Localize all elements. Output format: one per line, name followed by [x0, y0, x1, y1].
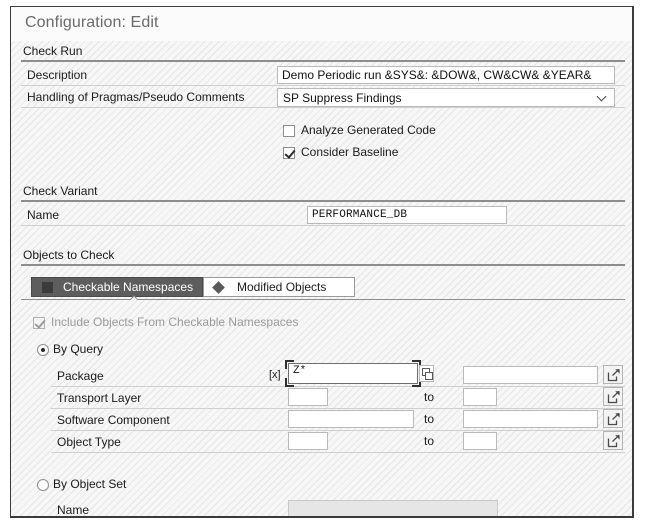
tab-modified-objects[interactable]: [203, 277, 355, 297]
software-component-to-input[interactable]: [463, 410, 598, 428]
section-label-check-variant: Check Variant: [23, 184, 98, 198]
package-multi-selection-button[interactable]: [603, 365, 623, 384]
package-value-help-button[interactable]: [419, 365, 434, 382]
by-query-label: By Query: [53, 342, 104, 356]
pragmas-dropdown[interactable]: [277, 88, 615, 107]
multi-selection-icon: [607, 412, 621, 426]
section-header-check-variant: [21, 183, 625, 202]
tab-checkable-namespaces[interactable]: [31, 277, 203, 297]
transport-layer-to-label: to: [424, 390, 435, 404]
description-input[interactable]: Demo Periodic run &SYS&: &DOW&, CW&CW& &YEAR&: [277, 66, 615, 84]
tab-checkable-namespaces-label: Checkable Namespaces: [63, 280, 194, 294]
tab-separator-line: [21, 299, 625, 300]
chevron-down-icon: [598, 92, 608, 102]
section-label-check-run: Check Run: [23, 44, 83, 58]
row-transport-layer: [51, 387, 625, 409]
include-objects-from-checkable-namespaces-checkbox: [33, 317, 45, 329]
label-object-set-name: Name: [57, 503, 90, 517]
object-set-name-input: [288, 500, 498, 518]
label-software-component: Software Component: [57, 413, 170, 427]
transport-layer-multi-selection-button[interactable]: [603, 387, 623, 406]
transport-layer-from-input[interactable]: [288, 388, 328, 406]
pragmas-dropdown-value: SP Suppress Findings: [283, 91, 402, 105]
object-type-to-label: to: [424, 434, 435, 448]
label-handling-of-pragmas: Handling of Pragmas/Pseudo Comments: [27, 90, 245, 104]
diamond-icon: [214, 283, 223, 292]
row-separator: [51, 452, 625, 453]
window-titlebar: [11, 7, 632, 41]
label-variant-name: Name: [27, 208, 60, 222]
package-from-input[interactable]: Z*: [288, 363, 418, 384]
tab-modified-objects-label: Modified Objects: [237, 280, 327, 294]
by-object-set-label: By Object Set: [53, 477, 127, 491]
analyze-generated-code-label: Analyze Generated Code: [301, 123, 436, 137]
analyze-generated-code-checkbox[interactable]: [283, 125, 295, 137]
value-help-icon: [425, 372, 433, 380]
package-from-field[interactable]: [285, 360, 421, 387]
software-component-multi-selection-button[interactable]: [603, 409, 623, 428]
multi-selection-icon: [607, 390, 621, 404]
label-transport-layer: Transport Layer: [57, 391, 142, 405]
section-rule: [21, 264, 625, 266]
section-header-objects-to-check: [21, 247, 625, 266]
row-separator: [21, 225, 625, 226]
consider-baseline-label: Consider Baseline: [301, 145, 399, 159]
active-tab-caret: [129, 294, 139, 300]
software-component-from-input[interactable]: [288, 410, 414, 428]
consider-baseline-checkbox[interactable]: [283, 147, 295, 159]
multi-selection-icon: [607, 434, 621, 448]
label-object-type: Object Type: [57, 435, 121, 449]
page-title: Configuration: Edit: [25, 14, 159, 31]
section-header-check-run: [21, 43, 625, 62]
transport-layer-to-input[interactable]: [463, 388, 497, 406]
by-object-set-radio[interactable]: [37, 479, 49, 491]
row-object-type: [51, 431, 625, 453]
object-type-multi-selection-button[interactable]: [603, 431, 623, 450]
object-type-from-input[interactable]: [288, 432, 328, 450]
software-component-to-label: to: [424, 412, 435, 426]
label-description: Description: [27, 68, 88, 82]
object-type-to-input[interactable]: [463, 432, 497, 450]
section-label-objects-to-check: Objects to Check: [23, 248, 115, 262]
check-variant-name-input[interactable]: PERFORMANCE_DB: [307, 206, 507, 224]
multi-selection-icon: [607, 368, 621, 382]
include-objects-from-checkable-namespaces-label: Include Objects From Checkable Namespaces: [51, 315, 299, 329]
section-rule: [21, 200, 625, 202]
by-query-radio[interactable]: [37, 344, 49, 356]
section-rule: [21, 60, 625, 62]
package-multi-select-marker[interactable]: [x]: [269, 369, 281, 381]
configuration-panel: [10, 6, 634, 518]
row-separator: [21, 107, 625, 108]
square-icon: [42, 282, 53, 293]
package-to-input[interactable]: [463, 366, 598, 384]
label-package: Package: [57, 369, 104, 383]
